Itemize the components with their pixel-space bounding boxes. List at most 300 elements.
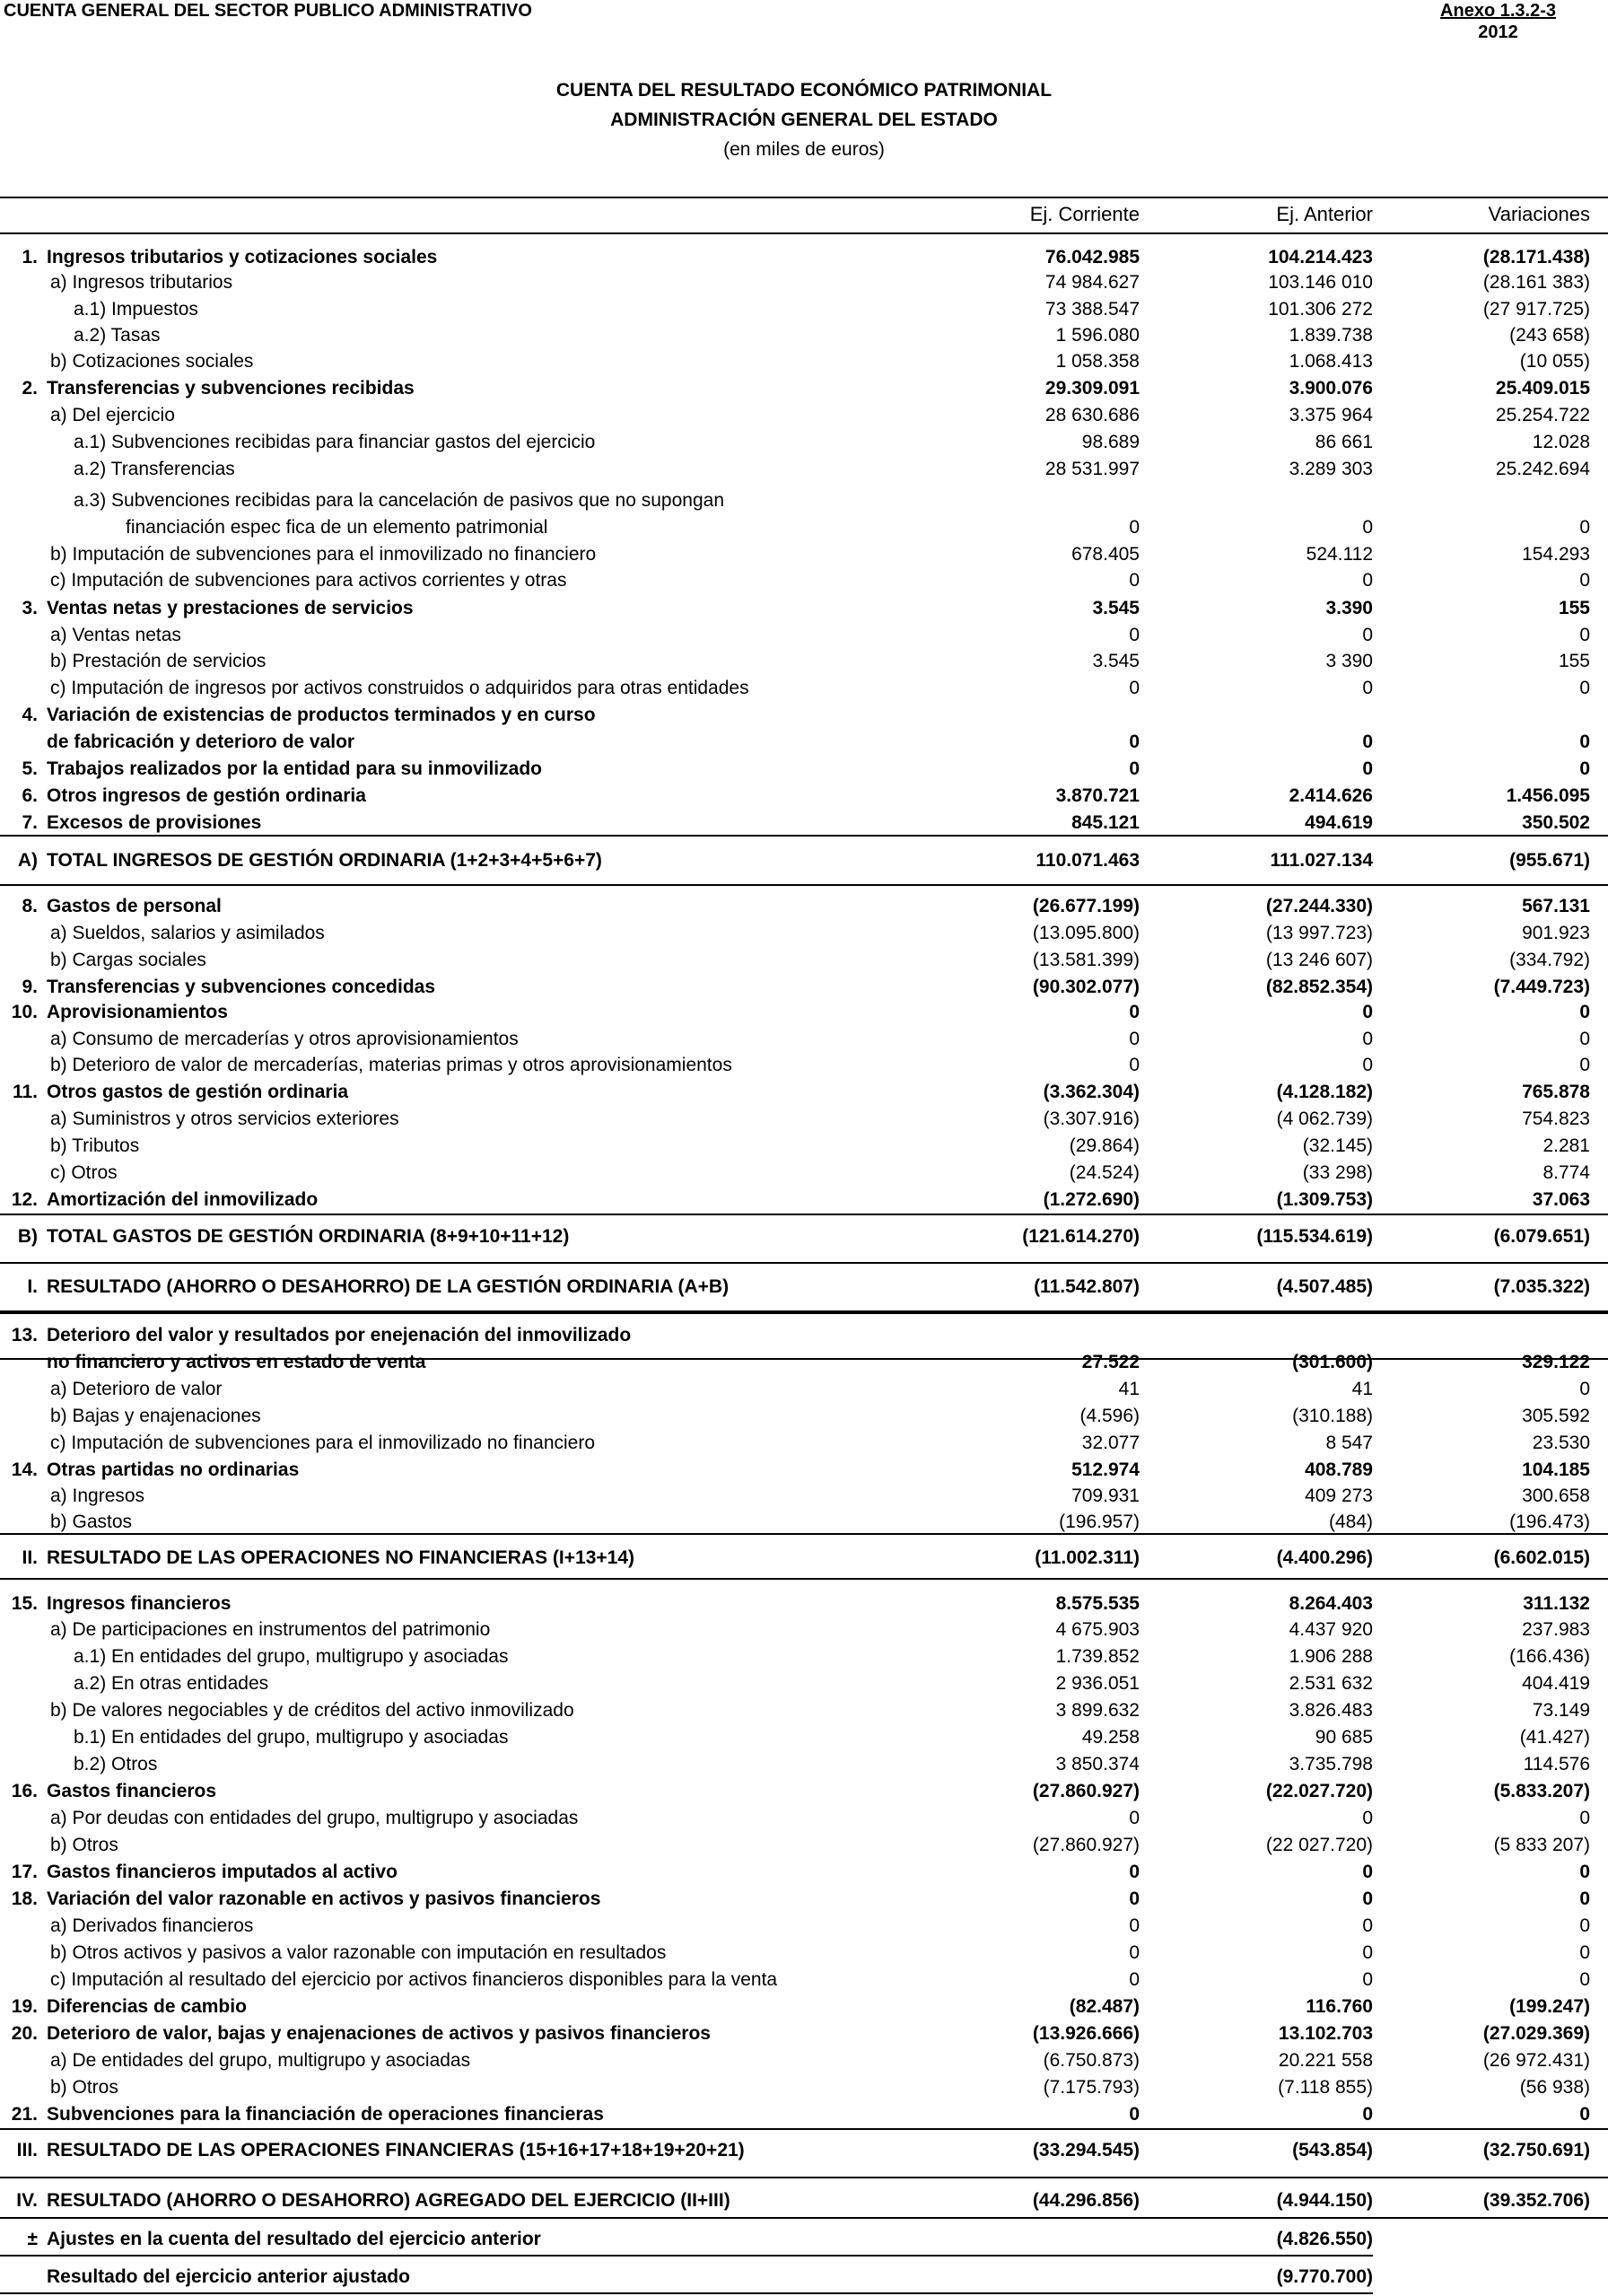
table-row	[0, 487, 1608, 514]
table-row	[0, 1724, 1608, 1751]
row-label: TOTAL GASTOS DE GESTIÓN ORDINARIA (8+9+10+11+12)	[47, 1226, 570, 1247]
value-variation: 155	[1558, 598, 1590, 618]
value-current: 3.545	[1092, 598, 1140, 618]
value-variation: (166.436)	[1509, 1646, 1590, 1667]
value-variation: 8.774	[1542, 1162, 1590, 1183]
table-row	[0, 1457, 1608, 1484]
value-current: 0	[1129, 625, 1140, 645]
value-variation: 0	[1579, 1942, 1590, 1963]
row-label: Otras partidas no ordinarias	[47, 1459, 300, 1480]
statement-title: CUENTA DEL RESULTADO ECONÓMICO PATRIMONIAL	[555, 80, 1053, 101]
table-row	[0, 1967, 1608, 1994]
row-label: Deterioro de valor, bajas y enajenaciones de activos y pasivos financieros	[47, 2023, 711, 2044]
value-variation: 901.923	[1522, 923, 1590, 943]
value-previous: 116.760	[1306, 1996, 1373, 2017]
value-current: (3.362.304)	[1043, 1082, 1140, 1102]
value-previous: 524.112	[1306, 544, 1373, 565]
row-label: Deterioro del valor y resultados por enejenación del inmovilizado	[47, 1325, 632, 1345]
table-row	[0, 783, 1608, 810]
value-previous: (4.826.550)	[1276, 2229, 1373, 2249]
value-variation: 0	[1579, 625, 1590, 645]
row-label: Otros ingresos de gestión ordinaria	[47, 785, 366, 806]
value-current: 0	[1129, 1029, 1140, 1049]
value-current: (3.307.916)	[1043, 1109, 1140, 1129]
value-variation: 155	[1558, 651, 1590, 671]
value-previous: 3.735.798	[1289, 1754, 1373, 1775]
value-variation: (955.671)	[1509, 850, 1590, 871]
value-variation: (26 972.431)	[1482, 2050, 1590, 2071]
value-previous: 101.306 272	[1268, 299, 1373, 320]
value-previous: 0	[1362, 1889, 1373, 1909]
row-label: Otros gastos de gestión ordinaria	[47, 1082, 349, 1102]
value-current: (33.294.545)	[1032, 2140, 1140, 2160]
row-label: Variación del valor razonable en activos y pasivos financieros	[47, 1889, 601, 1909]
value-previous: 111.027.134	[1270, 850, 1373, 871]
row-label: b) Prestación de servicios	[50, 651, 267, 671]
table-row	[0, 1106, 1608, 1133]
value-current: 28 531.997	[1044, 459, 1140, 479]
value-current: 0	[1129, 678, 1140, 698]
row-number: 12.	[11, 1189, 38, 1210]
row-label: no financiero y activos en estado de venta	[47, 1352, 426, 1372]
value-previous: (1.309.753)	[1276, 1189, 1373, 1210]
row-number: 17.	[11, 1862, 38, 1882]
row-label: a.3) Subvenciones recibidas para la cancelación de pasivos que no supongan	[74, 490, 724, 511]
value-variation: (6.602.015)	[1493, 1547, 1590, 1568]
row-label: a) De participaciones en instrumentos del patrimonio	[50, 1619, 491, 1640]
value-previous: 90 685	[1315, 1727, 1373, 1748]
row-number: 5.	[22, 758, 38, 779]
value-current: 3.870.721	[1055, 785, 1140, 806]
section-rule	[0, 2128, 1608, 2130]
row-label: de fabricación y deterioro de valor	[47, 732, 355, 752]
table-row	[0, 322, 1608, 349]
row-label: b) Otros	[50, 2077, 118, 2098]
section-rule	[0, 884, 1608, 886]
value-variation: 1.456.095	[1506, 785, 1590, 806]
section-rule	[0, 2255, 1373, 2257]
value-previous: 0	[1362, 625, 1373, 645]
value-current: 74 984.627	[1044, 272, 1140, 293]
value-variation: 114.576	[1523, 1754, 1590, 1775]
value-variation: (41.427)	[1519, 1727, 1590, 1748]
value-current: 709.931	[1071, 1485, 1140, 1506]
value-previous: (82.852.354)	[1265, 977, 1373, 997]
row-label: Ajustes en la cuenta del resultado del ejercicio anterior	[47, 2229, 541, 2249]
value-current: 1.739.852	[1055, 1646, 1140, 1667]
row-label: a) Ingresos	[50, 1485, 145, 1506]
table-row	[0, 269, 1608, 296]
row-label: b.2) Otros	[74, 1754, 158, 1775]
table-row	[0, 1940, 1608, 1967]
table-row	[0, 244, 1608, 271]
value-previous: 8 547	[1325, 1433, 1373, 1453]
value-previous: 0	[1362, 1942, 1373, 1963]
value-current: (13.926.666)	[1032, 2023, 1140, 2044]
value-previous: 0	[1362, 1915, 1373, 1936]
table-row	[0, 1376, 1608, 1403]
table-row	[0, 2074, 1608, 2101]
table-row	[0, 1430, 1608, 1457]
row-label: b) De valores negociables y de créditos del activo inmovilizado	[50, 1700, 574, 1721]
value-variation: (28.171.438)	[1482, 247, 1590, 267]
table-row	[0, 1697, 1608, 1724]
value-current: 0	[1129, 1915, 1140, 1936]
value-current: 0	[1129, 1889, 1140, 1909]
value-variation: 37.063	[1532, 1189, 1590, 1210]
value-variation: 0	[1579, 732, 1590, 752]
value-previous: 4.437 920	[1289, 1619, 1373, 1640]
value-previous: 1.839.738	[1289, 325, 1373, 346]
value-current: 0	[1129, 1055, 1140, 1075]
value-previous: (32.145)	[1302, 1135, 1373, 1156]
row-label: Transferencias y subvenciones recibidas	[47, 378, 415, 399]
section-rule	[0, 1262, 1608, 1264]
value-previous: (7.118 855)	[1278, 2077, 1373, 2098]
row-label: a) Consumo de mercaderías y otros aprovisionamientos	[50, 1029, 519, 1049]
row-number: 9.	[22, 977, 38, 997]
table-row	[0, 348, 1608, 375]
value-variation: 0	[1579, 570, 1590, 591]
row-label: RESULTADO DE LAS OPERACIONES NO FINANCIERAS (I+13+14)	[47, 1547, 634, 1568]
value-current: (121.614.270)	[1022, 1226, 1140, 1247]
value-variation: 567.131	[1522, 896, 1590, 916]
table-row	[0, 756, 1608, 783]
row-label: b) Imputación de subvenciones para el inmovilizado no financiero	[50, 544, 597, 565]
row-label: b) Cargas sociales	[50, 950, 206, 970]
row-label: a) Ingresos tributarios	[50, 272, 233, 293]
value-current: (90.302.077)	[1032, 977, 1140, 997]
table-row	[0, 541, 1608, 568]
row-number: 19.	[11, 1996, 38, 2017]
row-number: I.	[27, 1276, 38, 1297]
section-rule	[0, 1312, 1608, 1314]
value-previous: (310.188)	[1292, 1406, 1373, 1426]
value-variation: (334.792)	[1509, 950, 1590, 970]
value-previous: (4.128.182)	[1276, 1082, 1373, 1102]
value-previous: 41	[1351, 1379, 1373, 1399]
row-label: c) Imputación de subvenciones para el inmovilizado no financiero	[50, 1433, 596, 1453]
table-row	[0, 1403, 1608, 1430]
value-variation: 311.132	[1523, 1593, 1590, 1614]
table-row	[0, 1778, 1608, 1805]
table-row	[0, 1859, 1608, 1886]
value-variation: 0	[1579, 758, 1590, 779]
value-previous: 494.619	[1305, 812, 1373, 833]
value-variation: 0	[1579, 1915, 1590, 1936]
row-label: Excesos de provisiones	[47, 812, 262, 833]
section-rule	[0, 1358, 1608, 1360]
value-previous: (4.507.485)	[1276, 1276, 1373, 1297]
value-previous: 0	[1362, 732, 1373, 752]
row-number: 21.	[11, 2104, 38, 2125]
value-current: (11.542.807)	[1034, 1276, 1140, 1297]
table-row	[0, 1509, 1608, 1536]
value-current: (6.750.873)	[1043, 2050, 1140, 2071]
value-current: 0	[1129, 570, 1140, 591]
table-row	[0, 999, 1608, 1026]
row-label: a.2) Transferencias	[74, 459, 235, 479]
section-rule	[0, 1214, 1608, 1215]
table-row	[0, 2137, 1608, 2164]
value-current: (1.272.690)	[1043, 1189, 1140, 1210]
value-previous: (13 997.723)	[1265, 923, 1373, 943]
value-variation: 237.983	[1522, 1619, 1590, 1640]
row-number: 14.	[11, 1459, 38, 1480]
row-label: a.1) En entidades del grupo, multigrupo y asociadas	[74, 1646, 509, 1667]
table-row	[0, 456, 1608, 483]
row-label: b) Gastos	[50, 1512, 133, 1532]
table-row	[0, 402, 1608, 429]
value-previous: 3.826.483	[1289, 1700, 1373, 1721]
row-label: Aprovisionamientos	[47, 1002, 228, 1022]
row-number: IV.	[16, 2190, 38, 2211]
row-number: 15.	[11, 1593, 38, 1614]
table-row	[0, 2020, 1608, 2047]
value-variation: 25.409.015	[1495, 378, 1590, 399]
table-row	[0, 1274, 1608, 1301]
table-row	[0, 2047, 1608, 2074]
value-previous: (4.400.296)	[1276, 1547, 1373, 1568]
value-current: 32.077	[1081, 1433, 1140, 1453]
value-current: 98.689	[1081, 432, 1140, 452]
value-variation: (5.833.207)	[1493, 1781, 1590, 1801]
row-label: TOTAL INGRESOS DE GESTIÓN ORDINARIA (1+2+3+4+5+6+7)	[47, 850, 602, 871]
section-rule	[0, 1533, 1608, 1535]
value-variation: 23.530	[1532, 1433, 1590, 1453]
table-row	[0, 2226, 1608, 2253]
value-previous: 13.102.703	[1278, 2023, 1373, 2044]
value-previous: 0	[1362, 1002, 1373, 1022]
section-rule	[0, 835, 1608, 837]
table-row	[0, 1643, 1608, 1670]
value-variation: 0	[1579, 517, 1590, 538]
statement-units: (en miles de euros)	[723, 139, 885, 160]
value-previous: (115.534.619)	[1256, 1226, 1373, 1247]
value-previous: 0	[1362, 517, 1373, 538]
row-label: Gastos financieros imputados al activo	[47, 1862, 398, 1882]
row-label: b) Otros activos y pasivos a valor razonable con imputación en resultados	[50, 1942, 667, 1963]
table-row	[0, 1832, 1608, 1859]
value-previous: 2.414.626	[1289, 785, 1373, 806]
row-label: Amortización del inmovilizado	[47, 1189, 319, 1210]
row-label: a.2) Tasas	[74, 325, 161, 346]
table-row	[0, 1617, 1608, 1643]
value-current: (11.002.311)	[1035, 1547, 1140, 1568]
row-label: a.1) Impuestos	[74, 299, 198, 320]
table-header-rule	[0, 232, 1608, 234]
row-number: ±	[27, 2229, 38, 2249]
value-current: 0	[1129, 1969, 1140, 1990]
value-previous: (543.854)	[1292, 2140, 1373, 2160]
column-header-variations: Variaciones	[1488, 203, 1590, 225]
value-current: 0	[1129, 1002, 1140, 1022]
row-number: II.	[22, 1547, 38, 1568]
value-variation: (28.161 383)	[1482, 272, 1590, 293]
row-number: 11.	[12, 1082, 38, 1102]
row-label: a) De entidades del grupo, multigrupo y asociadas	[50, 2050, 471, 2071]
row-label: b) Bajas y enajenaciones	[50, 1406, 261, 1426]
value-previous: 20.221 558	[1278, 2050, 1373, 2071]
value-current: (27.860.927)	[1032, 1835, 1140, 1855]
row-label: a) Ventas netas	[50, 625, 181, 645]
value-current: 0	[1129, 758, 1140, 779]
table-row	[0, 1026, 1608, 1053]
row-label: Diferencias de cambio	[47, 1996, 247, 2017]
value-current: 845.121	[1071, 812, 1140, 833]
row-label: a) Derivados financieros	[50, 1915, 254, 1936]
value-current: 27.522	[1081, 1352, 1140, 1372]
value-previous: 2.531 632	[1289, 1673, 1373, 1694]
value-current: 0	[1129, 1808, 1140, 1828]
row-label: Ingresos tributarios y cotizaciones sociales	[47, 247, 438, 267]
row-label: Ingresos financieros	[47, 1593, 232, 1614]
value-current: 4 675.903	[1055, 1619, 1140, 1640]
table-row	[0, 514, 1608, 541]
value-variation: (39.352.706)	[1482, 2190, 1590, 2211]
value-current: 0	[1129, 1942, 1140, 1963]
table-row	[0, 296, 1608, 323]
value-current: 29.309.091	[1044, 378, 1140, 399]
value-current: 41	[1118, 1379, 1140, 1399]
value-variation: (196.473)	[1509, 1512, 1590, 1532]
row-number: III.	[16, 2140, 38, 2160]
value-current: 2 936.051	[1055, 1673, 1140, 1694]
table-row	[0, 1223, 1608, 1250]
row-label: financiación espec fica de un elemento patrimonial	[126, 517, 548, 538]
row-number: 4.	[22, 705, 38, 725]
value-variation: (5 833 207)	[1493, 1835, 1590, 1855]
value-previous: 408.789	[1305, 1459, 1373, 1480]
value-variation: 754.823	[1522, 1109, 1590, 1129]
row-number: 20.	[11, 2023, 38, 2044]
value-variation: 0	[1579, 1862, 1590, 1882]
row-label: a) Por deudas con entidades del grupo, multigrupo y asociadas	[50, 1808, 579, 1828]
value-current: (196.957)	[1059, 1512, 1140, 1532]
value-previous: 3 390	[1325, 651, 1373, 671]
table-row	[0, 1483, 1608, 1510]
value-previous: 0	[1362, 570, 1373, 591]
value-previous: 1.906 288	[1289, 1646, 1373, 1667]
value-current: 678.405	[1071, 544, 1140, 565]
row-label: b) Cotizaciones sociales	[50, 351, 254, 372]
row-number: 1.	[22, 247, 38, 267]
row-number: 6.	[22, 785, 38, 806]
column-header-previous: Ej. Anterior	[1276, 203, 1373, 225]
value-current: 8.575.535	[1055, 1593, 1140, 1614]
value-variation: 25.254.722	[1495, 405, 1590, 425]
value-previous: 0	[1362, 1055, 1373, 1075]
row-number: 8.	[22, 896, 38, 916]
column-header-current: Ej. Corriente	[1029, 203, 1140, 225]
row-label: Subvenciones para la financiación de operaciones financieras	[47, 2104, 604, 2125]
section-rule	[0, 2217, 1608, 2219]
table-row	[0, 1187, 1608, 1214]
row-label: b) Tributos	[50, 1135, 140, 1156]
statement-subtitle: ADMINISTRACIÓN GENERAL DEL ESTADO	[610, 110, 998, 130]
table-row	[0, 375, 1608, 402]
value-variation: 305.592	[1522, 1406, 1590, 1426]
value-previous: 3.390	[1325, 598, 1373, 618]
row-label: a) Sueldos, salarios y asimilados	[50, 923, 325, 943]
value-previous: 0	[1362, 2104, 1373, 2125]
value-current: 73 388.547	[1044, 299, 1140, 320]
row-label: b) Otros	[50, 1835, 118, 1855]
row-label: Transferencias y subvenciones concedidas	[47, 977, 436, 997]
value-previous: (13 246 607)	[1265, 950, 1373, 970]
table-row	[0, 1670, 1608, 1697]
row-label: Variación de existencias de productos terminados y en curso	[47, 705, 596, 725]
value-previous: 1.068.413	[1289, 351, 1373, 372]
value-previous: 104.214.423	[1268, 247, 1373, 267]
value-previous: (22 027.720)	[1265, 1835, 1373, 1855]
value-current: (44.296.856)	[1032, 2190, 1140, 2211]
value-variation: (243 658)	[1509, 325, 1590, 346]
value-previous: (301.600)	[1292, 1352, 1373, 1372]
value-variation: 12.028	[1532, 432, 1590, 452]
value-current: 0	[1129, 517, 1140, 538]
table-row	[0, 974, 1608, 1001]
section-rule	[0, 2177, 1608, 2178]
annex-label: Anexo 1.3.2-3	[1440, 1, 1556, 21]
value-variation: (56 938)	[1519, 2077, 1590, 2098]
table-row	[0, 2264, 1608, 2291]
value-previous: 3.289 303	[1289, 459, 1373, 479]
row-label: a) Suministros y otros servicios exteriores	[50, 1109, 399, 1129]
value-variation: 0	[1579, 1002, 1590, 1022]
table-row	[0, 1805, 1608, 1832]
table-row	[0, 595, 1608, 622]
value-current: (4.596)	[1079, 1406, 1140, 1426]
table-row	[0, 1913, 1608, 1940]
table-row	[0, 893, 1608, 920]
annex-block	[1440, 0, 1556, 43]
value-current: 1 058.358	[1055, 351, 1140, 372]
table-top-rule	[0, 197, 1608, 198]
table-row	[0, 1052, 1608, 1079]
row-label: c) Imputación de ingresos por activos construidos o adquiridos para otras entidades	[50, 678, 749, 698]
row-number: A)	[17, 850, 38, 871]
row-label: a.1) Subvenciones recibidas para financiar gastos del ejercicio	[74, 432, 596, 452]
row-label: Gastos financieros	[47, 1781, 217, 1801]
table-row	[0, 648, 1608, 675]
value-current: 49.258	[1081, 1727, 1140, 1748]
table-row	[0, 2187, 1608, 2214]
value-current: 3.545	[1092, 651, 1140, 671]
table-row	[0, 947, 1608, 974]
value-previous: 0	[1362, 1808, 1373, 1828]
value-previous: (33 298)	[1302, 1162, 1373, 1183]
row-label: b.1) En entidades del grupo, multigrupo y asociadas	[74, 1727, 509, 1748]
table-row	[0, 1349, 1608, 1376]
row-label: Gastos de personal	[47, 896, 222, 916]
value-variation: 0	[1579, 1029, 1590, 1049]
value-previous: 86 661	[1315, 432, 1373, 452]
value-current: 0	[1129, 1862, 1140, 1882]
value-current: (82.487)	[1069, 1996, 1140, 2017]
value-previous: 3.375 964	[1289, 405, 1373, 425]
row-number: B)	[17, 1226, 38, 1247]
row-label: Ventas netas y prestaciones de servicios	[47, 598, 414, 618]
table-row	[0, 429, 1608, 456]
value-variation: (7.449.723)	[1493, 977, 1590, 997]
value-variation: 350.502	[1522, 812, 1590, 833]
value-variation: (199.247)	[1509, 1996, 1590, 2017]
value-previous: 0	[1362, 1969, 1373, 1990]
row-number: 3.	[22, 598, 38, 618]
table-row	[0, 729, 1608, 756]
table-row	[0, 1751, 1608, 1778]
